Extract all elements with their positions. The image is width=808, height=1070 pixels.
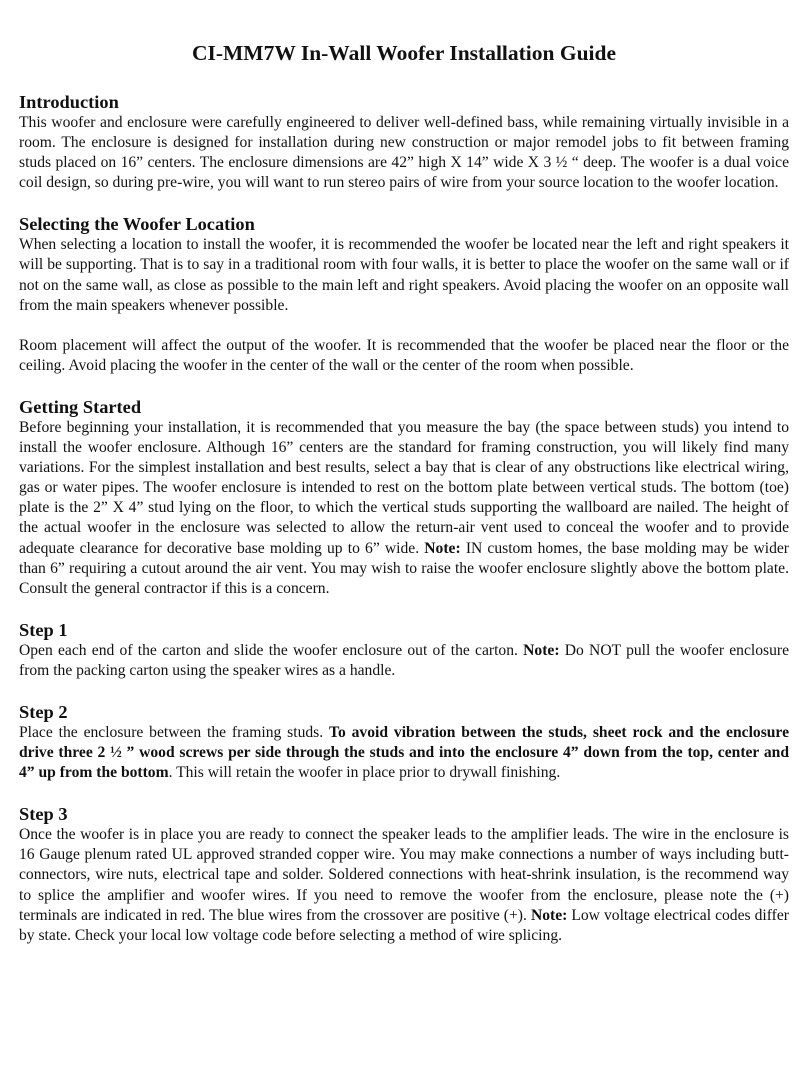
paragraph: This woofer and enclosure were carefully engineered to deliver well-defined bass, while remaining virtually invisible in a room. The enclosure is designed for installation during new construction or major remodel jobs to fit between framing studs placed on 16” centers. The enclosure dimensions are 42” high X 14” wide X 3 ½ “ deep. The woofer is a dual voice coil design, so during pre-wire, you will want to run stereo pairs of wire from your source location to the woofer location. <box>19 114 789 192</box>
section-step-2 <box>19 701 789 783</box>
bold-instruction: To avoid vibration between the studs, sheet rock and the enclosure drive three 2 ½ ” wood screws per side through the studs and into the enclosure 4” down from the top, center and 4” up from the bottom <box>19 723 789 782</box>
text-run: IN custom homes, the base molding may be wider than 6” requiring a cutout around the air vent. You may wish to raise the woofer enclosure slightly above the bottom plate. Consult the general contractor if this is a concern. <box>19 539 789 597</box>
text-run: . This will retain the woofer in place prior to drywall finishing. <box>168 764 561 782</box>
text-run: Open each end of the carton and slide the woofer enclosure out of the carton. <box>19 641 524 659</box>
page-title: CI-MM7W In-Wall Woofer Installation Guide <box>191 41 617 65</box>
paragraph <box>19 641 789 681</box>
section-heading: Step 2 <box>19 701 68 722</box>
text-run: Place the enclosure between the framing studs. <box>19 723 329 741</box>
text-run: Do NOT pull the woofer enclosure from the packing carton using the speaker wires as a handle. <box>19 641 789 679</box>
paragraph <box>19 723 789 783</box>
paragraph <box>19 418 789 599</box>
section-heading: Introduction <box>19 92 119 112</box>
document-page <box>19 40 789 966</box>
section-heading: Step 3 <box>19 804 68 825</box>
paragraph: Room placement will affect the output of the woofer. It is recommended that the woofer be placed near the floor or the ceiling. Avoid placing the woofer in the center of the wall or the center of the room when possible. <box>19 336 789 374</box>
note-label: Note: <box>424 539 461 557</box>
paragraph: When selecting a location to install the woofer, it is recommended the woofer be located near the left and right speakers it will be supporting. That is to say in a traditional room with four walls, it is better to place the woofer on the same wall or if not on the same wall, as close as possible to the main left and right speakers. Avoid placing the woofer on an opposite wall from the main speakers whenever possible. <box>19 236 789 314</box>
section-getting-started <box>19 396 789 599</box>
text-run: Once the woofer is in place you are ready to connect the speaker leads to the amplifier leads. The wire in the enclosure is 16 Gauge plenum rated UL approved stranded copper wire. You may make connections a number of ways including butt-connectors, wire nuts, electrical tape and solder. Soldered connections with heat-shrink insulation, is the recommend way to splice the amplifier and woofer wires. If you need to remove the woofer from the enclosure, please note the (+) terminals are indicated in red. The blue wires from the crossover are positive (+). <box>19 826 789 924</box>
text-run: Low voltage electrical codes differ by state. Check your local low voltage code before selecting a method of wire splicing. <box>19 906 789 944</box>
section-heading: Selecting the Woofer Location <box>19 214 255 235</box>
section-heading: Getting Started <box>19 396 142 417</box>
note-label: Note: <box>530 906 568 924</box>
section-step-1 <box>19 619 789 681</box>
section-selecting-location <box>19 213 789 376</box>
section-heading: Step 1 <box>19 619 68 640</box>
section-step-3 <box>19 803 789 946</box>
text-run: Before beginning your installation, it is recommended that you measure the bay (the space between studs) you intend to install the woofer enclosure. Although 16” centers are the standard for framing construction, you will likely find many variations. For the simplest installation and best results, select a bay that is clear of any obstructions like electrical wiring, gas or water pipes. The woofer enclosure is intended to rest on the bottom plate between vertical studs. The bottom (toe) plate is the 2” X 4” stud lying on the floor, to which the vertical studs supporting the wallboard are nailed. The height of the actual woofer in the enclosure was selected to allow the return-air vent used to conceal the woofer and to provide adequate clearance for decorative base molding up to 6” wide. <box>19 418 789 557</box>
note-label: Note: <box>523 641 560 659</box>
section-introduction <box>19 91 789 193</box>
paragraph <box>19 825 789 946</box>
